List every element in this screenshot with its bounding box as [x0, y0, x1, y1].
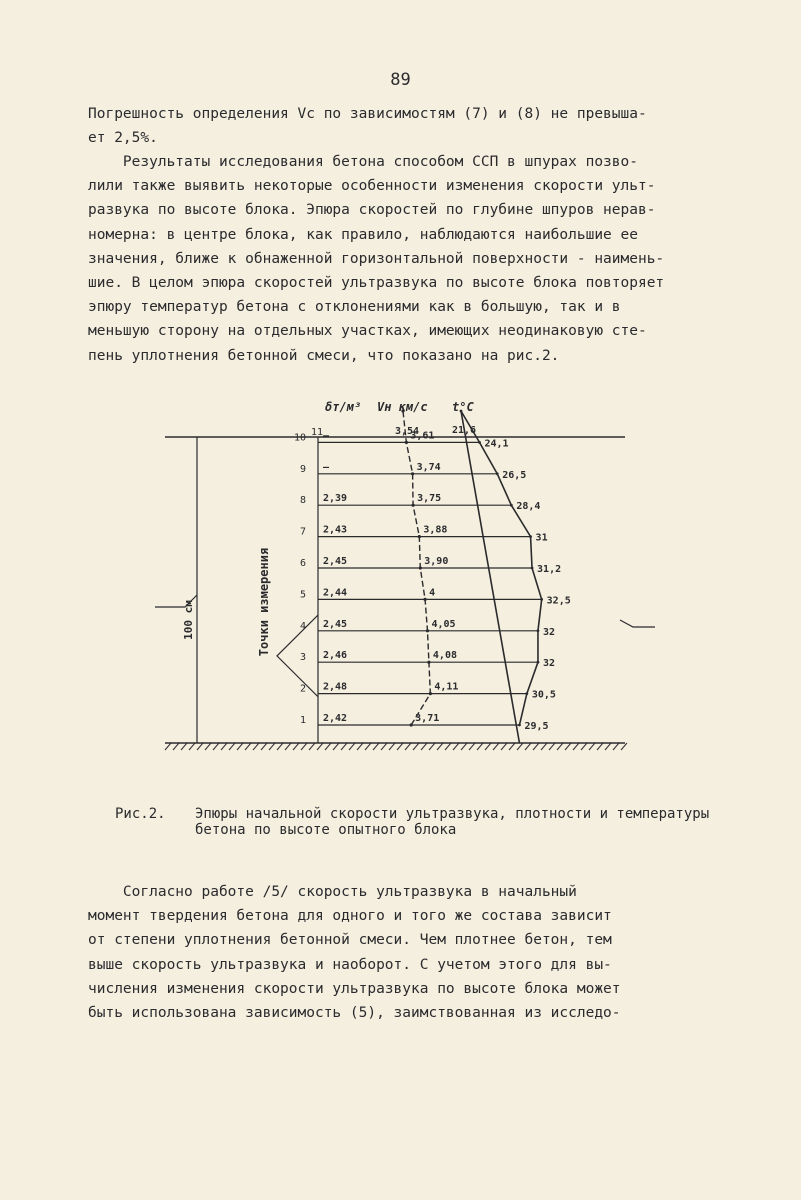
- points-pointer: [277, 615, 318, 697]
- point-label: 6: [299, 558, 306, 569]
- ground-hatch: [197, 743, 203, 750]
- ground-hatch: [309, 743, 315, 750]
- text-line: от степени уплотнения бетонной смеси. Чем плотнее бетон, тем: [88, 932, 612, 949]
- velocity-label: 4,05: [431, 618, 456, 630]
- ground-hatch: [429, 743, 435, 750]
- velocity-label: 3,90: [424, 556, 449, 567]
- ground-hatch: [525, 743, 531, 750]
- text-line: меньшую сторону на отдельных участках, имеющих неодинаковую сте-: [88, 323, 647, 340]
- ground-hatch: [373, 743, 379, 750]
- paragraph-1: [88, 102, 647, 150]
- ground-hatch: [213, 743, 219, 750]
- figure-epure: [155, 395, 655, 765]
- temperature-label: 32: [542, 626, 556, 638]
- ground-hatch: [357, 743, 363, 750]
- text-line: момент твердения бетона для одного и того же состава зависит: [88, 908, 612, 925]
- paragraph-2: [88, 150, 664, 368]
- text-line: числения изменения скорости ультразвука по высоте блока может: [88, 980, 621, 997]
- density-label: 2,42: [323, 713, 348, 724]
- point-label: 2: [299, 683, 306, 695]
- temperature-label: 28,4: [516, 501, 541, 513]
- figure-frame: [155, 437, 655, 750]
- top-point-label: 11: [311, 427, 324, 438]
- ground-hatch: [381, 743, 387, 750]
- ground-hatch: [261, 743, 267, 750]
- ground-hatch: [189, 743, 195, 750]
- ground-hatch: [469, 743, 475, 750]
- text-line: быть использована зависимость (5), заимствованная из исследо-: [88, 1005, 621, 1022]
- density-label: –: [323, 430, 330, 442]
- text-line: Погрешность определения Vc по зависимостям (7) и (8) не превыша-: [88, 106, 647, 122]
- text-line: номерна: в центре блока, как правило, наблюдаются наибольшие ее: [88, 226, 638, 243]
- ground-hatch: [365, 743, 371, 750]
- ground-hatch: [485, 743, 491, 750]
- ground-hatch: [229, 743, 235, 750]
- temperature-label: 30,5: [531, 689, 556, 701]
- text-line: шие. В целом эпюра скоростей ультразвука по высоте блока повторяет: [88, 275, 665, 292]
- ground-hatch: [493, 743, 499, 750]
- ground-hatch: [517, 743, 523, 750]
- ground-hatch: [333, 743, 339, 750]
- ground-hatch: [533, 743, 539, 750]
- caption-text: Эпюры начальной скорости ультразвука, плотности и температуры бетона по высоте опытного блока: [195, 806, 710, 838]
- text-line: развука по высоте блока. Эпюра скоростей по глубине шпуров нерав-: [88, 202, 656, 219]
- ground-hatch: [245, 743, 251, 750]
- temperature-label: 31: [535, 532, 548, 544]
- ground-hatch: [389, 743, 395, 750]
- temperature-label: 32,5: [546, 595, 571, 607]
- density-label: 2,39: [323, 493, 348, 505]
- density-label: 2,45: [323, 618, 348, 630]
- paragraph-3: [88, 880, 621, 1025]
- text-line: лили также выявить некоторые особенности изменения скорости ульт-: [88, 178, 656, 195]
- point-label: 9: [299, 463, 306, 475]
- ground-hatch: [557, 743, 563, 750]
- point-label: 8: [299, 495, 306, 507]
- top-temperature-label: 21,6: [452, 425, 477, 436]
- ground-hatch: [541, 743, 547, 750]
- ground-hatch: [293, 743, 299, 750]
- ground-hatch: [581, 743, 587, 750]
- ground-hatch: [301, 743, 307, 750]
- ground-hatch: [237, 743, 243, 750]
- temperature-label: 29,5: [524, 721, 549, 732]
- velocity-label: 4,08: [432, 650, 458, 662]
- text-line: Результаты исследования бетона способом ССП в шпурах позво-: [88, 154, 638, 170]
- height-label: 100 см: [182, 600, 195, 640]
- temperature-header: t°C: [452, 400, 474, 414]
- point-label: 7: [299, 526, 306, 538]
- ground-hatch: [437, 743, 443, 750]
- point-label: 10: [293, 432, 306, 444]
- velocity-header: Vн км/с: [377, 400, 428, 414]
- ground-hatch: [277, 743, 283, 750]
- ground-hatch: [173, 743, 179, 750]
- ground-hatch: [341, 743, 347, 750]
- ground-hatch: [445, 743, 451, 750]
- density-label: 2,44: [323, 587, 348, 599]
- ground-hatch: [269, 743, 275, 750]
- density-label: 2,45: [323, 556, 348, 567]
- ground-hatch: [501, 743, 507, 750]
- temperature-epure: [460, 410, 571, 743]
- text-line: пень уплотнения бетонной смеси, что показано на рис.2.: [88, 347, 560, 364]
- caption-label: Рис.2.: [115, 806, 166, 822]
- ground-hatch: [221, 743, 227, 750]
- point-label: 4: [299, 620, 306, 632]
- temperature-label: 32: [542, 658, 556, 670]
- right-bracket: [620, 620, 655, 627]
- ground-hatch: [509, 743, 515, 750]
- text-line: ет 2,5%.: [88, 130, 158, 147]
- ground-hatch: [181, 743, 187, 750]
- ground-hatch: [405, 743, 411, 750]
- temperature-label: 26,5: [502, 469, 527, 481]
- velocity-label: 3,71: [415, 713, 440, 724]
- text-line: выше скорость ультразвука и наоборот. С учетом этого для вы-: [88, 956, 612, 973]
- temperature-label: 24,1: [484, 438, 509, 450]
- velocity-label: 3,61: [410, 430, 435, 442]
- velocity-label: 3,74: [416, 461, 441, 473]
- ground-hatch: [605, 743, 611, 750]
- ground-hatch: [597, 743, 603, 750]
- ground-hatch: [549, 743, 555, 750]
- ground-hatch: [205, 743, 211, 750]
- temperature-label: 31,2: [537, 564, 562, 575]
- ground-hatch: [421, 743, 427, 750]
- ground-hatch: [413, 743, 419, 750]
- ground-hatch: [453, 743, 459, 750]
- density-label: 2,48: [323, 681, 348, 693]
- text-line: значения, ближе к обнаженной горизонтальной поверхности - наимень-: [88, 250, 665, 267]
- density-label: 2,43: [323, 524, 348, 536]
- velocity-label: 4: [429, 587, 436, 599]
- velocity-label: 4,11: [434, 681, 459, 693]
- velocity-label: 3,75: [417, 493, 442, 505]
- ground-hatch: [285, 743, 291, 750]
- ground-hatch: [349, 743, 355, 750]
- density-header: δт/м³: [325, 400, 362, 414]
- ground-hatch: [325, 743, 331, 750]
- ground-hatch: [397, 743, 403, 750]
- ground-hatch: [253, 743, 259, 750]
- ground-hatch: [477, 743, 483, 750]
- ground-hatch: [317, 743, 323, 750]
- ground-hatch: [621, 743, 627, 750]
- point-label: 3: [299, 652, 306, 664]
- text-line: эпюру температур бетона с отклонениями как в большую, так и в: [88, 299, 621, 316]
- ground-hatch: [461, 743, 467, 750]
- page-number: 89: [390, 70, 411, 90]
- velocity-label: 3,88: [423, 524, 448, 536]
- density-label: –: [323, 461, 330, 473]
- ground-hatch: [589, 743, 595, 750]
- points-label: Точки измерения: [257, 547, 271, 657]
- text-line: Согласно работе /5/ скорость ультразвука в начальный: [88, 884, 577, 900]
- ground-hatch: [565, 743, 571, 750]
- ground-hatch: [613, 743, 619, 750]
- ground-hatch: [573, 743, 579, 750]
- point-label: 5: [299, 589, 306, 601]
- point-label: 1: [299, 715, 306, 726]
- ground-hatch: [165, 743, 171, 750]
- density-label: 2,46: [323, 650, 348, 662]
- top-velocity-label: 3,54: [395, 426, 420, 437]
